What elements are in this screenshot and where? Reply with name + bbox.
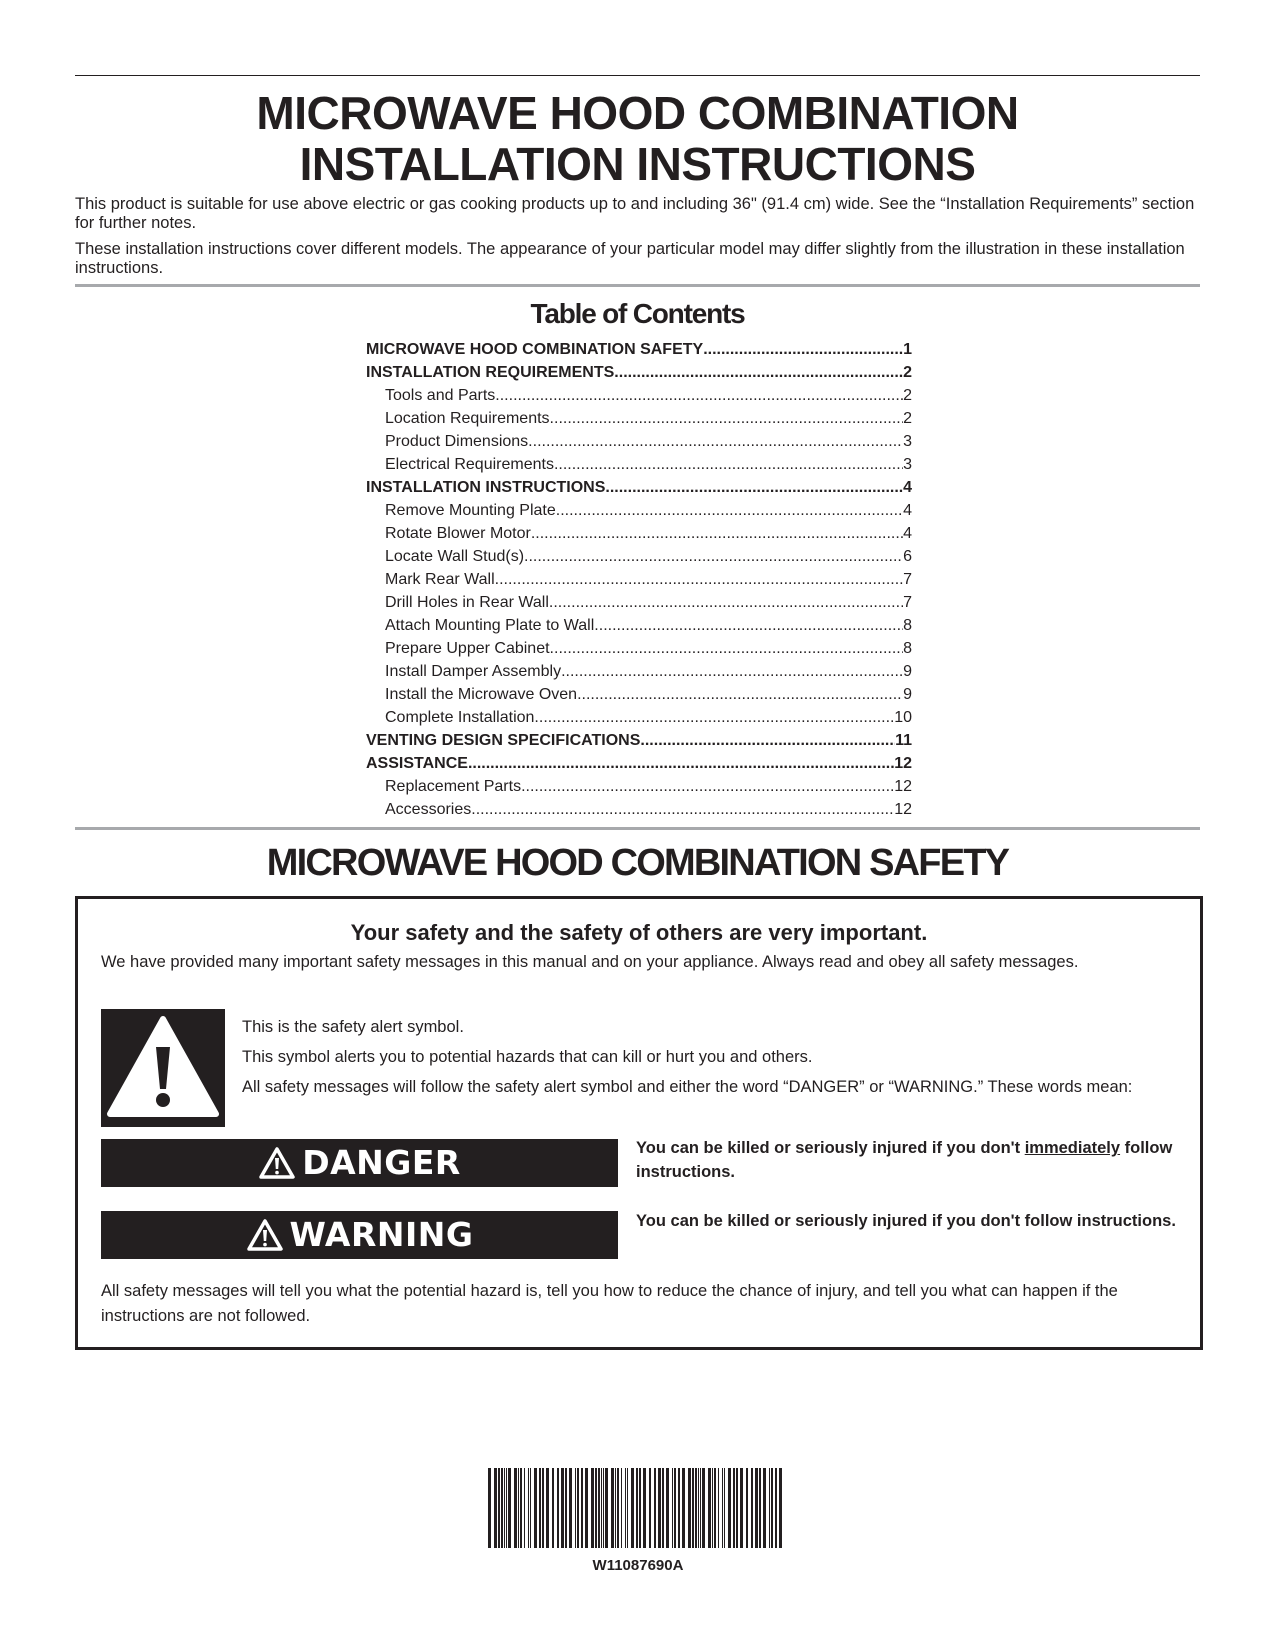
safety-section-title: MICROWAVE HOOD COMBINATION SAFETY xyxy=(266,842,1009,884)
toc-entry-label: Tools and Parts xyxy=(385,387,496,404)
barcode-bar xyxy=(546,1468,549,1548)
barcode-bar xyxy=(539,1468,541,1548)
toc-entry xyxy=(366,683,912,706)
toc-entry xyxy=(366,568,912,591)
toc-title: Table of Contents xyxy=(530,298,745,329)
barcode-bar xyxy=(631,1468,634,1548)
barcode-bar xyxy=(508,1468,511,1548)
toc-entry-label: Location Requirements xyxy=(385,410,550,427)
toc-entry xyxy=(366,361,912,384)
safety-footer-text: All safety messages will tell you what the potential hazard is, tell you how to reduce the chance of injury, and tell you what can happen if the instructions are not followed. xyxy=(101,1282,1118,1325)
toc-entry-label: Install the Microwave Oven xyxy=(385,686,578,703)
danger-message-emphasis: immediately xyxy=(1024,1139,1121,1157)
barcode-bar xyxy=(688,1468,691,1548)
barcode-bar xyxy=(542,1468,544,1548)
toc-dot-leader xyxy=(605,476,903,499)
barcode-bar xyxy=(577,1468,579,1548)
barcode-bar xyxy=(595,1468,597,1548)
barcode-bar xyxy=(514,1468,517,1548)
barcode-bar xyxy=(775,1468,777,1548)
warning-triangle-icon xyxy=(258,1146,296,1180)
toc-entry-label: INSTALLATION INSTRUCTIONS xyxy=(366,479,606,496)
top-rule xyxy=(75,75,1200,76)
toc-dot-leader xyxy=(531,522,903,545)
barcode-bar xyxy=(674,1468,676,1548)
toc-entry-page: 12 xyxy=(894,755,912,772)
toc-dot-leader xyxy=(561,660,903,683)
toc-dot-leader xyxy=(577,683,903,706)
danger-message-part: You can be killed or seriously injured if you don't xyxy=(636,1139,1025,1157)
barcode-number: W11087690A xyxy=(592,1557,684,1574)
barcode-bar xyxy=(627,1468,628,1548)
table-of-contents xyxy=(366,338,912,821)
barcode-bar xyxy=(520,1468,522,1548)
toc-entry-label: Rotate Blower Motor xyxy=(385,525,531,542)
toc-entry-page: 9 xyxy=(903,686,912,703)
barcode-bar xyxy=(591,1468,594,1548)
danger-word: DANGER xyxy=(302,1143,461,1182)
toc-entry-page: 4 xyxy=(903,479,912,496)
warning-signal-banner xyxy=(101,1211,618,1259)
toc-entry xyxy=(366,407,912,430)
barcode-bar xyxy=(605,1468,608,1548)
toc-entry-page: 12 xyxy=(894,801,912,818)
toc-entry-page: 7 xyxy=(903,594,912,611)
barcode-bar xyxy=(692,1468,694,1548)
section-divider xyxy=(75,284,1200,287)
toc-entry-page: 12 xyxy=(894,778,912,795)
barcode-bar xyxy=(603,1468,604,1548)
toc-entry-label: Install Damper Assembly xyxy=(385,663,562,680)
barcode-bar xyxy=(636,1468,638,1548)
barcode xyxy=(488,1468,788,1548)
toc-dot-leader xyxy=(495,384,903,407)
toc-entry xyxy=(366,660,912,683)
toc-entry-page: 10 xyxy=(894,709,912,726)
barcode-bar xyxy=(736,1468,738,1548)
barcode-bar xyxy=(733,1468,735,1548)
toc-entry-label: Product Dimensions xyxy=(385,433,529,450)
barcode-bar xyxy=(498,1468,500,1548)
alert-line: All safety messages will follow the safety alert symbol and either the word “DANGER” or “WARNING.” These words mean: xyxy=(242,1078,1133,1096)
toc-dot-leader xyxy=(703,338,903,361)
barcode-bar xyxy=(698,1468,699,1548)
toc-entry xyxy=(366,499,912,522)
toc-entry-page: 11 xyxy=(895,732,912,749)
toc-dot-leader xyxy=(550,407,904,430)
barcode-bar xyxy=(746,1468,748,1548)
section-divider xyxy=(75,827,1200,830)
toc-entry-label: MICROWAVE HOOD COMBINATION SAFETY xyxy=(366,341,704,358)
toc-entry-label: ASSISTANCE xyxy=(366,755,468,772)
intro-paragraph-2: These installation instructions cover different models. The appearance of your particular model may differ slightly from the illustration in these installation instructions. xyxy=(75,240,1185,277)
safety-intro-text: We have provided many important safety messages in this manual and on your appliance. Always read and obey all safety messages. xyxy=(101,953,1079,971)
barcode-bar xyxy=(649,1468,651,1548)
warning-message: You can be killed or seriously injured if you don't follow instructions. xyxy=(636,1212,1176,1230)
barcode-bar xyxy=(702,1468,705,1548)
barcode-bar xyxy=(625,1468,626,1548)
toc-entry xyxy=(366,384,912,407)
toc-entry xyxy=(366,338,912,361)
danger-signal-banner xyxy=(101,1139,618,1187)
warning-word: WARNING xyxy=(289,1215,474,1254)
toc-dot-leader xyxy=(521,775,894,798)
barcode-bar xyxy=(658,1468,661,1548)
barcode-bar xyxy=(712,1468,713,1548)
toc-entry-page: 6 xyxy=(903,548,912,565)
alert-line: This symbol alerts you to potential hazards that can kill or hurt you and others. xyxy=(242,1048,813,1066)
barcode-bar xyxy=(682,1468,685,1548)
barcode-bar xyxy=(678,1468,680,1548)
barcode-bar xyxy=(565,1468,567,1548)
barcode-bar xyxy=(598,1468,600,1548)
toc-entry-label: INSTALLATION REQUIREMENTS xyxy=(366,364,615,381)
toc-entry-page: 2 xyxy=(903,364,912,381)
barcode-bar xyxy=(779,1468,782,1548)
toc-entry-label: Drill Holes in Rear Wall xyxy=(385,594,549,611)
toc-entry-label: Complete Installation xyxy=(385,709,535,726)
barcode-bar xyxy=(506,1468,507,1548)
barcode-bar xyxy=(524,1468,525,1548)
barcode-bar xyxy=(528,1468,529,1548)
toc-entry-page: 2 xyxy=(903,387,912,404)
toc-dot-leader xyxy=(556,499,903,522)
barcode-bar xyxy=(714,1468,716,1548)
toc-dot-leader xyxy=(550,637,904,660)
toc-dot-leader xyxy=(640,729,895,752)
toc-entry xyxy=(366,706,912,729)
barcode-bar xyxy=(724,1468,725,1548)
alert-line: This is the safety alert symbol. xyxy=(242,1018,464,1036)
toc-entry xyxy=(366,430,912,453)
toc-entry-page: 8 xyxy=(903,640,912,657)
toc-entry-label: Mark Rear Wall xyxy=(385,571,495,588)
barcode-bar xyxy=(518,1468,519,1548)
barcode-bar xyxy=(575,1468,576,1548)
barcode-bar xyxy=(769,1468,770,1548)
toc-entry-page: 2 xyxy=(903,410,912,427)
title-line-1: MICROWAVE HOOD COMBINATION xyxy=(256,87,1019,139)
barcode-bar xyxy=(740,1468,743,1548)
barcode-bar xyxy=(759,1468,761,1548)
barcode-bar xyxy=(585,1468,588,1548)
toc-entry xyxy=(366,637,912,660)
barcode-bar xyxy=(561,1468,564,1548)
barcode-bar xyxy=(552,1468,554,1548)
barcode-bar xyxy=(666,1468,669,1548)
barcode-bar xyxy=(695,1468,697,1548)
barcode-bar xyxy=(755,1468,758,1548)
safety-alert-icon xyxy=(101,1009,225,1127)
barcode-bar xyxy=(672,1468,673,1548)
toc-entry xyxy=(366,591,912,614)
barcode-bar xyxy=(654,1468,656,1548)
barcode-bar xyxy=(615,1468,616,1548)
toc-entry-label: Accessories xyxy=(385,801,472,818)
toc-entry-page: 8 xyxy=(903,617,912,634)
toc-entry-label: Attach Mounting Plate to Wall xyxy=(385,617,595,634)
barcode-bar xyxy=(700,1468,701,1548)
safety-box-heading: Your safety and the safety of others are very important. xyxy=(350,920,928,945)
barcode-bar xyxy=(611,1468,614,1548)
barcode-bar xyxy=(728,1468,731,1548)
toc-entry-label: Replacement Parts xyxy=(385,778,522,795)
barcode-bar xyxy=(504,1468,505,1548)
barcode-bar xyxy=(617,1468,619,1548)
toc-entry-page: 4 xyxy=(903,502,912,519)
toc-dot-leader xyxy=(534,706,894,729)
toc-entry xyxy=(366,522,912,545)
barcode-bar xyxy=(557,1468,559,1548)
barcode-bar xyxy=(534,1468,537,1548)
toc-entry-page: 1 xyxy=(903,341,912,358)
toc-entry xyxy=(366,752,912,775)
toc-entry-label: Remove Mounting Plate xyxy=(385,502,556,519)
barcode-bar xyxy=(494,1468,497,1548)
barcode-bar xyxy=(488,1468,491,1548)
toc-entry-page: 3 xyxy=(903,433,912,450)
toc-dot-leader xyxy=(554,453,903,476)
barcode-bar xyxy=(581,1468,583,1548)
barcode-bar xyxy=(722,1468,723,1548)
toc-entry-label: VENTING DESIGN SPECIFICATIONS xyxy=(366,732,641,749)
toc-dot-leader xyxy=(594,614,903,637)
barcode-bar xyxy=(643,1468,646,1548)
toc-entry xyxy=(366,775,912,798)
toc-dot-leader xyxy=(614,361,903,384)
toc-dot-leader xyxy=(549,591,903,614)
danger-message-part: follow instructions. xyxy=(636,1139,1173,1181)
barcode-bar xyxy=(662,1468,664,1548)
barcode-bar xyxy=(751,1468,753,1548)
toc-dot-leader xyxy=(528,430,903,453)
barcode-bar xyxy=(708,1468,711,1548)
barcode-bar xyxy=(639,1468,641,1548)
toc-dot-leader xyxy=(495,568,903,591)
toc-entry xyxy=(366,453,912,476)
toc-entry-label: Locate Wall Stud(s) xyxy=(385,548,525,565)
barcode-bar xyxy=(569,1468,572,1548)
toc-entry xyxy=(366,729,912,752)
toc-entry xyxy=(366,476,912,499)
safety-box xyxy=(75,896,1203,1350)
toc-entry xyxy=(366,614,912,637)
danger-message xyxy=(636,1136,1181,1184)
toc-entry-label: Prepare Upper Cabinet xyxy=(385,640,550,657)
barcode-bar xyxy=(501,1468,503,1548)
toc-entry-page: 3 xyxy=(903,456,912,473)
toc-entry-page: 7 xyxy=(903,571,912,588)
barcode-bar xyxy=(763,1468,766,1548)
barcode-bar xyxy=(530,1468,531,1548)
barcode-bar xyxy=(601,1468,602,1548)
toc-entry-label: Electrical Requirements xyxy=(385,456,554,473)
intro-paragraph-1: This product is suitable for use above electric or gas cooking products up to and including 36" (91.4 cm) wide. See the “Installation Requirements” section for further notes. xyxy=(75,195,1195,232)
document-title xyxy=(75,88,1200,190)
toc-entry xyxy=(366,545,912,568)
toc-entry-page: 4 xyxy=(903,525,912,542)
toc-entry xyxy=(366,798,912,821)
toc-dot-leader xyxy=(524,545,903,568)
title-line-2: INSTALLATION INSTRUCTIONS xyxy=(299,138,976,190)
toc-dot-leader xyxy=(471,798,894,821)
warning-triangle-icon xyxy=(246,1218,284,1252)
barcode-bar xyxy=(718,1468,719,1548)
barcode-bar xyxy=(771,1468,773,1548)
barcode-bar xyxy=(621,1468,622,1548)
toc-entry-page: 9 xyxy=(903,663,912,680)
toc-dot-leader xyxy=(468,752,894,775)
